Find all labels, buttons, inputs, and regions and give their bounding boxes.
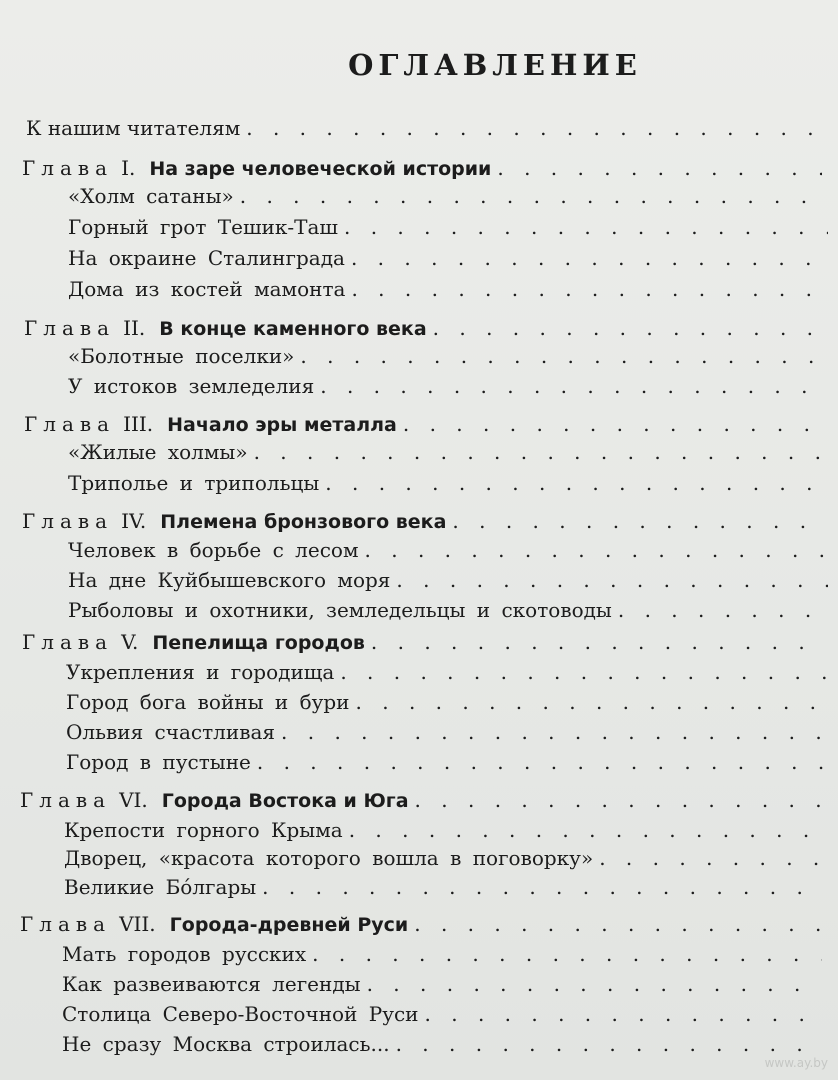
leader-dots <box>408 912 820 936</box>
chapter-number: II. <box>123 316 146 340</box>
leader-dots <box>409 788 820 812</box>
leader-dots <box>593 846 824 870</box>
toc-item <box>68 277 828 301</box>
leader-dots <box>306 942 822 966</box>
toc-item-label: Дворец, «красота которого вошла в поговорку» <box>64 846 594 870</box>
toc-entry-label: К нашим читателям <box>26 116 241 140</box>
toc-item <box>62 942 822 966</box>
toc-chapter-6 <box>20 788 820 812</box>
toc-item <box>68 440 828 464</box>
toc-item-label: «Болотные поселки» <box>68 344 295 368</box>
toc-item <box>66 690 826 714</box>
leader-dots <box>359 538 828 562</box>
toc-item <box>68 374 828 398</box>
page-title: ОГЛАВЛЕНИЕ <box>348 48 642 82</box>
toc-item-label: Не сразу Москва строилась... <box>62 1032 390 1056</box>
toc-item <box>64 846 824 870</box>
toc-item <box>62 1032 822 1056</box>
toc-item-label: Горный грот Тешик-Таш <box>68 215 338 239</box>
toc-item <box>66 750 826 774</box>
toc-item <box>68 471 828 495</box>
toc-chapter-3 <box>24 412 824 436</box>
leader-dots <box>491 156 822 180</box>
toc-chapter-4 <box>22 509 822 533</box>
toc-item-label: Укрепления и городища <box>66 660 335 684</box>
chapter-label: Глава <box>20 788 112 812</box>
leader-dots <box>390 1032 822 1056</box>
toc-item <box>68 344 828 368</box>
watermark: www.ay.by <box>764 1056 828 1070</box>
leader-dots <box>275 720 826 744</box>
chapter-number: IV. <box>121 509 147 533</box>
chapter-number: VII. <box>119 912 156 936</box>
toc-item-label: Великие Бóлгары <box>64 875 257 899</box>
chapter-label: Глава <box>24 316 116 340</box>
toc-item-label: Рыболовы и охотники, земледельцы и скотоводы <box>68 598 612 622</box>
toc-item <box>68 246 828 270</box>
toc-item <box>68 215 828 239</box>
toc-item <box>68 184 828 208</box>
leader-dots <box>314 374 828 398</box>
toc-item-label: У истоков земледелия <box>68 374 315 398</box>
toc-item-label: Мать городов русских <box>62 942 307 966</box>
toc-item-label: «Жилые холмы» <box>68 440 248 464</box>
chapter-label: Глава <box>22 156 114 180</box>
leader-dots <box>427 316 824 340</box>
toc-item <box>68 538 828 562</box>
leader-dots <box>345 277 828 301</box>
toc-item <box>64 875 824 899</box>
toc-item-label: Как развеиваются легенды <box>62 972 361 996</box>
leader-dots <box>338 215 828 239</box>
toc-item-label: На дне Куйбышевского моря <box>68 568 391 592</box>
chapter-title: Племена бронзового века <box>160 511 447 533</box>
chapter-label: Глава <box>22 630 114 654</box>
chapter-title: На заре человеческой истории <box>149 158 492 180</box>
toc-item-label: Триполье и трипольцы <box>68 471 320 495</box>
chapter-title: Города-древней Руси <box>169 914 409 936</box>
chapter-title: Начало эры металла <box>167 414 397 436</box>
leader-dots <box>345 246 828 270</box>
toc-chapter-5 <box>22 630 822 654</box>
chapter-number: VI. <box>119 788 148 812</box>
toc-item-label: Город в пустыне <box>66 750 251 774</box>
toc-item-label: Город бога войны и бури <box>66 690 350 714</box>
leader-dots <box>361 972 822 996</box>
chapter-label: Глава <box>22 509 114 533</box>
toc-entry-intro <box>26 116 826 140</box>
chapter-label: Глава <box>20 912 112 936</box>
toc-chapter-1 <box>22 156 822 180</box>
leader-dots <box>248 440 828 464</box>
toc-item <box>66 660 826 684</box>
leader-dots <box>240 116 826 140</box>
leader-dots <box>365 630 822 654</box>
chapter-label: Глава <box>24 412 116 436</box>
leader-dots <box>350 690 826 714</box>
toc-item <box>64 818 824 842</box>
chapter-title: В конце каменного века <box>159 318 427 340</box>
leader-dots <box>390 568 828 592</box>
leader-dots <box>343 818 824 842</box>
leader-dots <box>419 1002 822 1026</box>
toc-item <box>68 598 828 622</box>
leader-dots <box>446 509 822 533</box>
chapter-number: III. <box>123 412 154 436</box>
leader-dots <box>256 875 824 899</box>
leader-dots <box>612 598 828 622</box>
chapter-title: Пепелища городов <box>152 632 365 654</box>
toc-item-label: Человек в борьбе с лесом <box>68 538 359 562</box>
toc-item-label: Крепости горного Крыма <box>64 818 343 842</box>
toc-item <box>62 972 822 996</box>
chapter-title: Города Востока и Юга <box>161 790 409 812</box>
toc-item-label: На окраине Сталинграда <box>68 246 345 270</box>
chapter-number: V. <box>121 630 139 654</box>
toc-chapter-2 <box>24 316 824 340</box>
leader-dots <box>334 660 826 684</box>
toc-item-label: Дома из костей мамонта <box>68 277 346 301</box>
toc-item-label: Ольвия счастливая <box>66 720 276 744</box>
chapter-number: I. <box>121 156 136 180</box>
leader-dots <box>319 471 828 495</box>
toc-chapter-7 <box>20 912 820 936</box>
leader-dots <box>234 184 828 208</box>
toc-item <box>62 1002 822 1026</box>
leader-dots <box>294 344 828 368</box>
leader-dots <box>397 412 824 436</box>
toc-item-label: Столица Северо-Восточной Руси <box>62 1002 419 1026</box>
leader-dots <box>251 750 826 774</box>
toc-item <box>66 720 826 744</box>
toc-item-label: «Холм сатаны» <box>68 184 234 208</box>
toc-item <box>68 568 828 592</box>
